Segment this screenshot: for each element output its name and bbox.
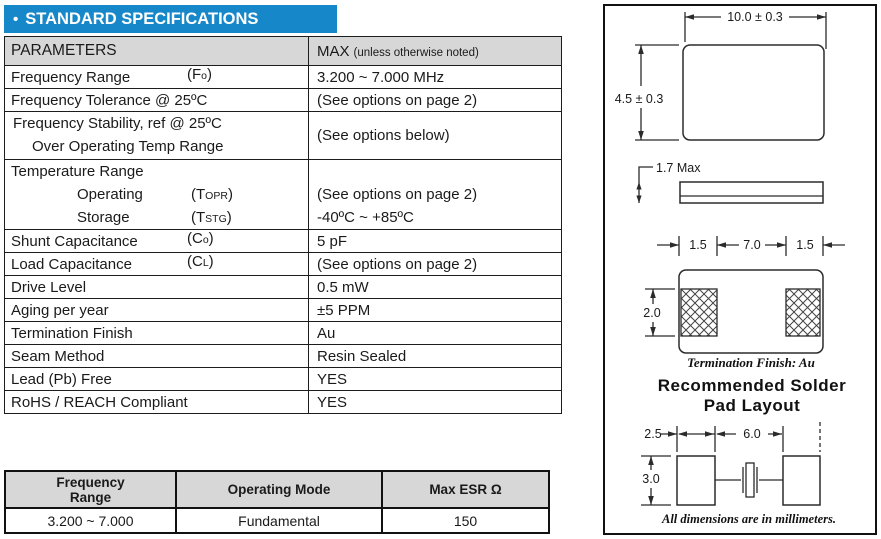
bullet-icon: •: [13, 10, 19, 28]
dim-solder-gap: 6.0: [743, 427, 761, 441]
dim-pad-margin-left: 1.5: [689, 238, 707, 252]
param-label: Aging per year: [5, 299, 309, 322]
esr-col-operating-mode: Operating Mode: [176, 471, 382, 508]
table-row: [5, 322, 562, 345]
param-symbol: (CL): [187, 253, 214, 271]
solder-layout-title-line1: Recommended Solder: [657, 376, 847, 395]
table-row: [5, 66, 562, 89]
terminal-pad-left: [681, 289, 717, 336]
param-value: 5 pF: [309, 230, 562, 253]
col-header-max: [309, 37, 562, 66]
param-label: Over Operating Temp Range: [32, 138, 224, 156]
param-label: Lead (Pb) Free: [5, 368, 309, 391]
table-row: [5, 345, 562, 368]
specifications-table: [4, 36, 562, 414]
max-note: (unless otherwise noted): [353, 46, 479, 59]
section-title-bar: [4, 5, 337, 33]
param-symbol: (Co): [187, 230, 214, 248]
param-label: Seam Method: [5, 345, 309, 368]
dim-pad-span: 7.0: [743, 238, 761, 252]
param-label: Load Capacitance: [11, 255, 132, 273]
mechanical-drawing-panel: [603, 4, 877, 535]
param-value: Resin Sealed: [309, 345, 562, 368]
param-value: (See options on page 2): [309, 253, 562, 276]
table-row: [5, 276, 562, 299]
param-value: ±5 PPM: [309, 299, 562, 322]
solder-layout-title-line2: Pad Layout: [703, 396, 801, 415]
param-value: YES: [309, 368, 562, 391]
param-label: Temperature Range: [11, 162, 144, 180]
param-value: -40ºC ~ +85ºC: [317, 209, 414, 227]
table-row: [5, 253, 562, 276]
param-label: Storage: [77, 209, 130, 227]
table-row: [5, 368, 562, 391]
param-symbol: (TOPR): [191, 185, 233, 203]
param-label: Drive Level: [5, 276, 309, 299]
section-title: STANDARD SPECIFICATIONS: [25, 9, 259, 28]
max-label: MAX: [317, 42, 350, 60]
esr-table: [4, 470, 550, 534]
dim-body-height: 4.5 ± 0.3: [614, 92, 664, 106]
table-row: [5, 230, 562, 253]
dim-pad-height: 2.0: [643, 306, 661, 320]
table-row: [5, 391, 562, 414]
param-label: Termination Finish: [5, 322, 309, 345]
param-value: 0.5 mW: [309, 276, 562, 299]
esr-col-frequency-range: Frequency Range: [5, 471, 176, 508]
esr-value: 150: [382, 508, 549, 533]
param-symbol: (Fo): [187, 66, 213, 83]
bottom-view-drawing: [643, 236, 845, 353]
dim-pad-margin-right: 1.5: [796, 238, 814, 252]
terminal-pad-right: [786, 289, 820, 336]
param-label: RoHS / REACH Compliant: [5, 391, 309, 414]
table-row: [5, 159, 562, 230]
side-view-drawing: [636, 161, 823, 203]
solder-pad-left: [677, 456, 715, 505]
crystal-symbol: [715, 463, 783, 497]
esr-col-max-esr: Max ESR Ω: [382, 471, 549, 508]
param-symbol: (TSTG): [191, 209, 232, 227]
table-row: [5, 112, 562, 160]
table-row: [5, 89, 562, 112]
spec-header-row: [5, 37, 562, 66]
param-value: 3.200 ~ 7.000 MHz: [309, 66, 562, 89]
param-value: (See options on page 2): [317, 185, 478, 203]
param-label: Frequency Range: [11, 68, 131, 86]
param-label: Operating: [77, 185, 143, 203]
param-label: Frequency Stability, ref @ 25ºC: [13, 115, 222, 132]
param-label: Frequency Tolerance @ 25ºC: [5, 89, 309, 112]
solder-pad-layout-drawing: [641, 422, 820, 505]
col-header-parameters: PARAMETERS: [5, 37, 309, 66]
esr-frequency-value: 3.200 ~ 7.000: [5, 508, 176, 533]
esr-header-row: [5, 471, 549, 508]
dimensions-footnote: All dimensions are in millimeters.: [662, 512, 836, 526]
param-value: (See options below): [309, 112, 562, 160]
param-label: Shunt Capacitance: [11, 232, 138, 250]
dim-body-width: 10.0 ± 0.3: [727, 10, 783, 24]
param-value: YES: [309, 391, 562, 414]
top-view-drawing: [615, 10, 826, 140]
param-value: Au: [309, 322, 562, 345]
dim-solder-pad-width: 2.5: [644, 427, 662, 441]
esr-data-row: [5, 508, 549, 533]
solder-pad-right: [783, 456, 820, 505]
dim-body-thickness: 1.7 Max: [656, 161, 701, 175]
param-value: (See options on page 2): [309, 89, 562, 112]
mechanical-drawing: [605, 6, 875, 533]
esr-mode-value: Fundamental: [176, 508, 382, 533]
table-row: [5, 299, 562, 322]
termination-finish-note: Termination Finish: Au: [687, 355, 815, 370]
dim-solder-pad-height: 3.0: [642, 472, 660, 486]
